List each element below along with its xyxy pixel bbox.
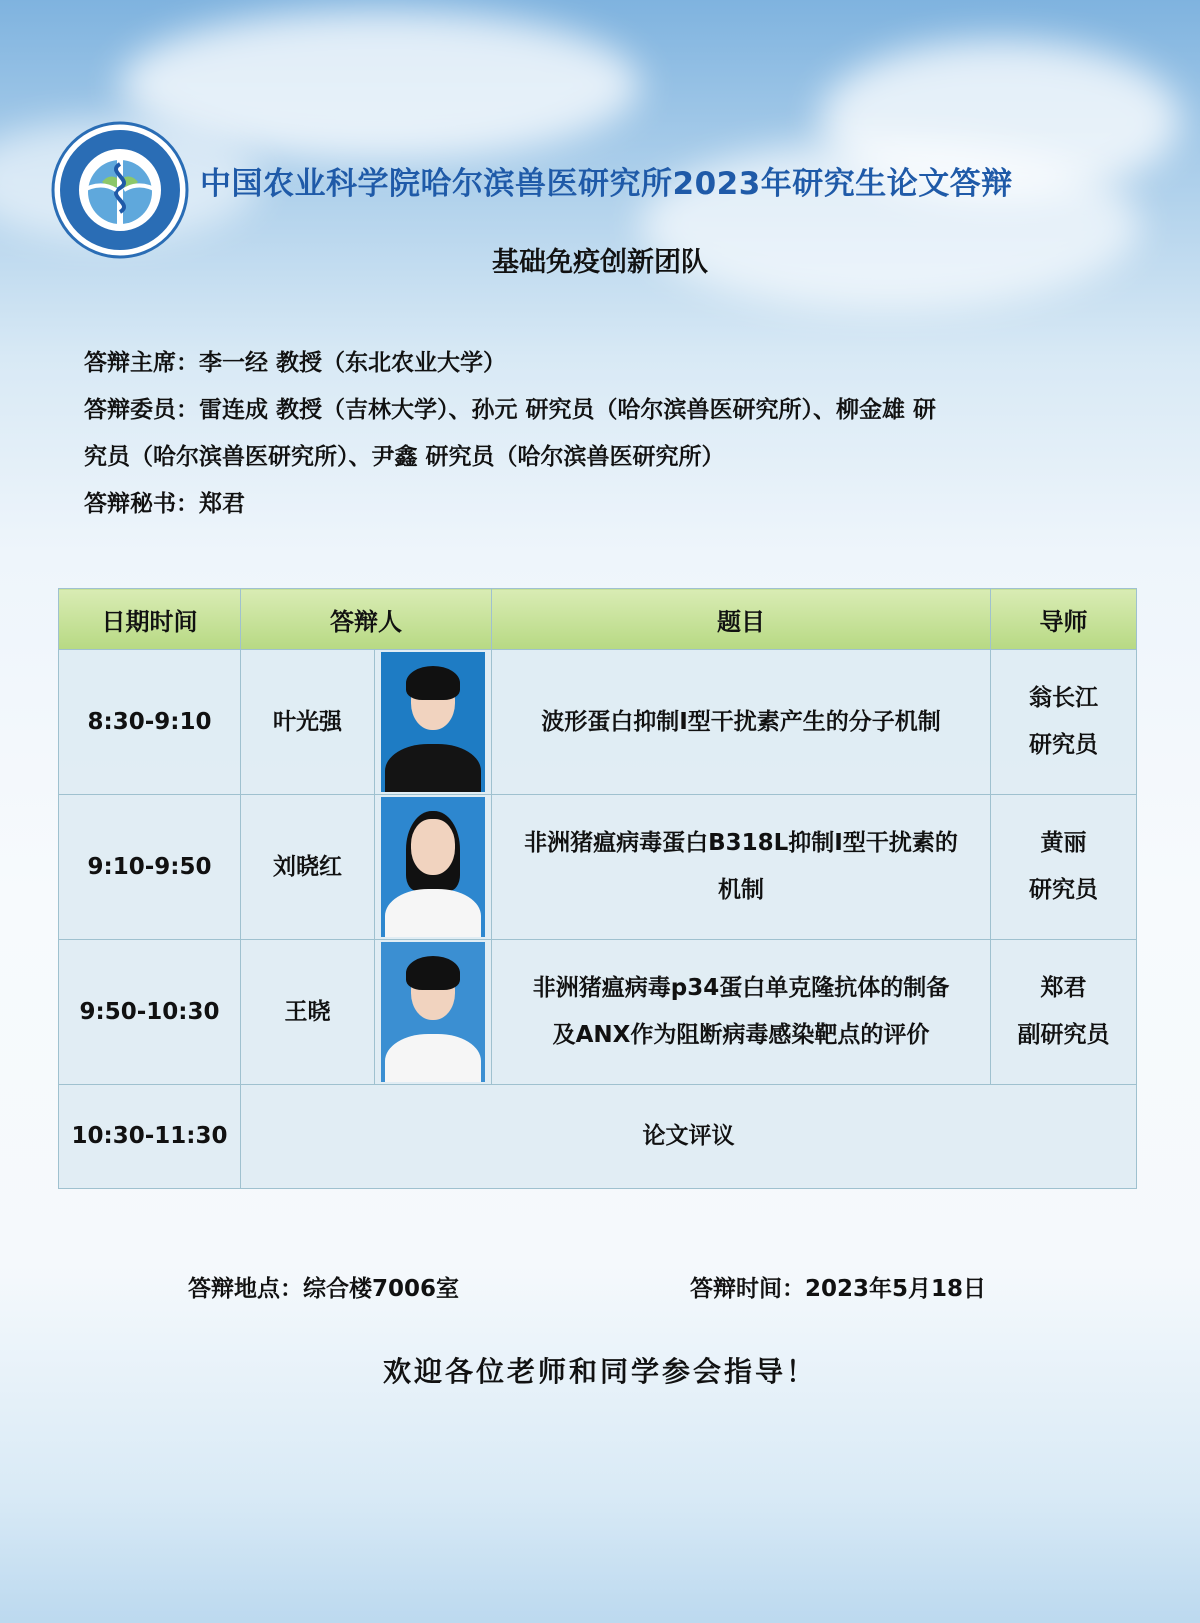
topic-cell <box>492 795 991 940</box>
committee-secretary: 答辩秘书：郑君 <box>84 491 245 517</box>
topic-line-2: 及ANX作为阻断病毒感染靶点的评价 <box>552 1022 930 1048</box>
advisor-cell <box>991 795 1137 940</box>
topic-cell <box>492 650 991 795</box>
defender-name-cell: 刘晓红 <box>241 795 375 940</box>
defender-photo-cell <box>375 795 492 940</box>
topic-line-1: 波形蛋白抑制I型干扰素产生的分子机制 <box>541 708 941 735</box>
advisor-name: 翁长江 <box>1029 685 1098 711</box>
table-row <box>59 1085 1137 1189</box>
topic-line-1: 非洲猪瘟病毒蛋白B318L抑制I型干扰素的 <box>524 830 958 856</box>
header-cell-advisor: 导师 <box>991 589 1137 650</box>
header-cell-defender: 答辩人 <box>241 589 492 650</box>
topic-cell <box>492 940 991 1085</box>
defender-photo-cell <box>375 650 492 795</box>
advisor-name: 黄丽 <box>1040 830 1087 856</box>
defense-date: 答辩时间：2023年5月18日 <box>690 1276 987 1302</box>
committee-chair: 答辩主席：李一经 教授（东北农业大学） <box>84 350 507 376</box>
header-cell-time: 日期时间 <box>59 589 241 650</box>
time-cell: 9:50-10:30 <box>59 940 241 1085</box>
defender-photo <box>381 797 485 937</box>
time-cell: 8:30-9:10 <box>59 650 241 795</box>
table-row <box>59 650 1137 795</box>
topic-line-2: 机制 <box>718 877 764 903</box>
defender-photo <box>381 942 485 1082</box>
advisor-cell <box>991 650 1137 795</box>
review-event-cell: 论文评议 <box>241 1085 1137 1189</box>
defender-name-cell: 叶光强 <box>241 650 375 795</box>
page-title: 中国农业科学院哈尔滨兽医研究所2023年研究生论文答辩 <box>200 166 1013 202</box>
advisor-title: 副研究员 <box>1017 1022 1110 1048</box>
table-row <box>59 940 1137 1085</box>
advisor-title: 研究员 <box>1029 877 1098 903</box>
time-cell: 9:10-9:50 <box>59 795 241 940</box>
defender-photo-cell <box>375 940 492 1085</box>
header-cell-topic: 题目 <box>492 589 991 650</box>
defense-location: 答辩地点：综合楼7006室 <box>188 1276 460 1302</box>
advisor-cell <box>991 940 1137 1085</box>
advisor-title: 研究员 <box>1029 732 1098 758</box>
table-row <box>59 795 1137 940</box>
defender-photo <box>381 652 485 792</box>
advisor-name: 郑君 <box>1040 975 1087 1001</box>
committee-members-line-1: 答辩委员：雷连成 教授（吉林大学）、孙元 研究员（哈尔滨兽医研究所）、柳金雄 研 <box>84 397 937 423</box>
topic-line-1: 非洲猪瘟病毒p34蛋白单克隆抗体的制备 <box>532 975 950 1001</box>
committee-members-line-2: 究员（哈尔滨兽医研究所）、尹鑫 研究员（哈尔滨兽医研究所） <box>84 444 725 470</box>
schedule-table <box>58 588 1137 1189</box>
table-header-row <box>59 589 1137 650</box>
time-cell: 10:30-11:30 <box>59 1085 241 1189</box>
team-subtitle: 基础免疫创新团队 <box>492 247 708 278</box>
committee-info <box>84 340 1124 528</box>
institute-seal-icon <box>50 120 190 260</box>
defender-name-cell: 王晓 <box>241 940 375 1085</box>
welcome-message: 欢迎各位老师和同学参会指导！ <box>382 1355 817 1388</box>
